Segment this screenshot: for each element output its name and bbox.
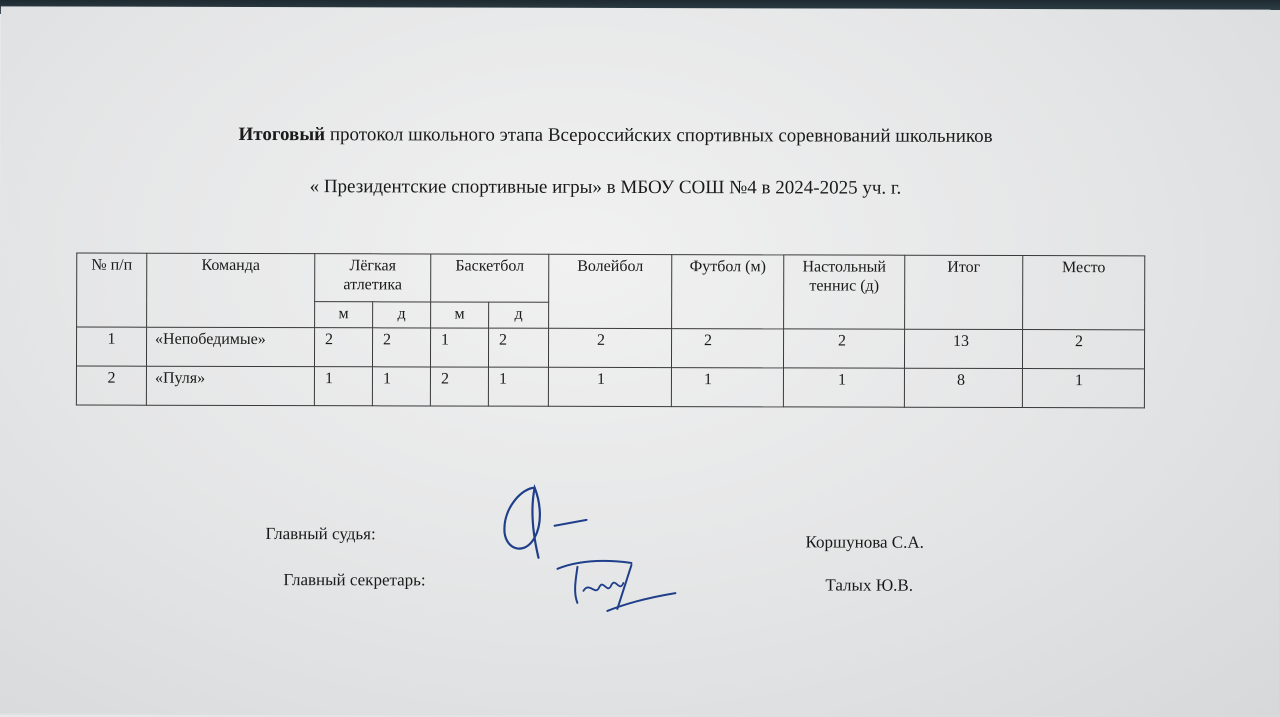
cell-team: «Непобедимые» [146, 328, 314, 367]
header-total: Итог [905, 255, 1023, 330]
cell-number: 2 [76, 366, 146, 405]
cell-football: 2 [671, 329, 783, 368]
results-table [76, 253, 1145, 409]
judge-label: Главный судья: [265, 524, 376, 544]
cell-athletics-d: 1 [372, 367, 430, 406]
secretary-label: Главный секретарь: [283, 570, 426, 590]
cell-total: 13 [904, 330, 1022, 369]
table-row [76, 327, 1144, 369]
cell-place: 1 [1022, 369, 1144, 408]
header-basketball: Баскетбол [431, 254, 549, 302]
subheader-athletics-m: м [315, 301, 373, 328]
cell-basketball-m: 1 [430, 328, 488, 367]
header-place: Место [1023, 256, 1145, 331]
cell-basketball-d: 2 [488, 328, 548, 367]
cell-volleyball: 1 [548, 367, 671, 406]
cell-table-tennis: 1 [783, 368, 904, 407]
cell-athletics-d: 2 [372, 328, 430, 367]
table-header-row [77, 253, 1145, 303]
cell-team: «Пуля» [146, 366, 314, 405]
secretary-signature-icon [547, 553, 687, 623]
header-team: Команда [147, 253, 315, 328]
header-table-tennis: Настольный теннис (д) [784, 255, 905, 330]
cell-athletics-m: 2 [314, 328, 372, 367]
judge-name: Коршунова С.А. [805, 532, 924, 552]
header-number: № п/п [77, 253, 147, 328]
document-subtitle: « Президентские спортивные игры» в МБОУ СОШ №4 в 2024-2025 уч. г. [309, 176, 902, 199]
header-athletics: Лёгкая атлетика [315, 254, 431, 302]
title-bold-word: Итоговый [238, 123, 326, 146]
subheader-athletics-d: д [373, 302, 431, 329]
header-volleyball: Волейбол [549, 254, 672, 329]
cell-football: 1 [671, 368, 783, 407]
cell-athletics-m: 1 [314, 367, 372, 406]
cell-volleyball: 2 [548, 329, 671, 368]
subheader-basketball-m: м [431, 302, 489, 329]
table-row [76, 366, 1144, 408]
cell-basketball-m: 2 [430, 367, 488, 406]
cell-number: 1 [76, 327, 146, 366]
cell-total: 8 [904, 368, 1022, 407]
cell-table-tennis: 2 [783, 329, 904, 368]
secretary-name: Талых Ю.В. [825, 575, 914, 595]
cell-place: 2 [1022, 330, 1144, 369]
document-title [1, 123, 1231, 148]
document-sheet [0, 6, 1280, 716]
subheader-basketball-d: д [489, 302, 549, 329]
cell-basketball-d: 1 [488, 367, 548, 406]
title-text: протокол школьного этапа Всероссийских спортивных соревнований школьников [325, 124, 993, 147]
header-football: Футбол (м) [672, 255, 784, 330]
